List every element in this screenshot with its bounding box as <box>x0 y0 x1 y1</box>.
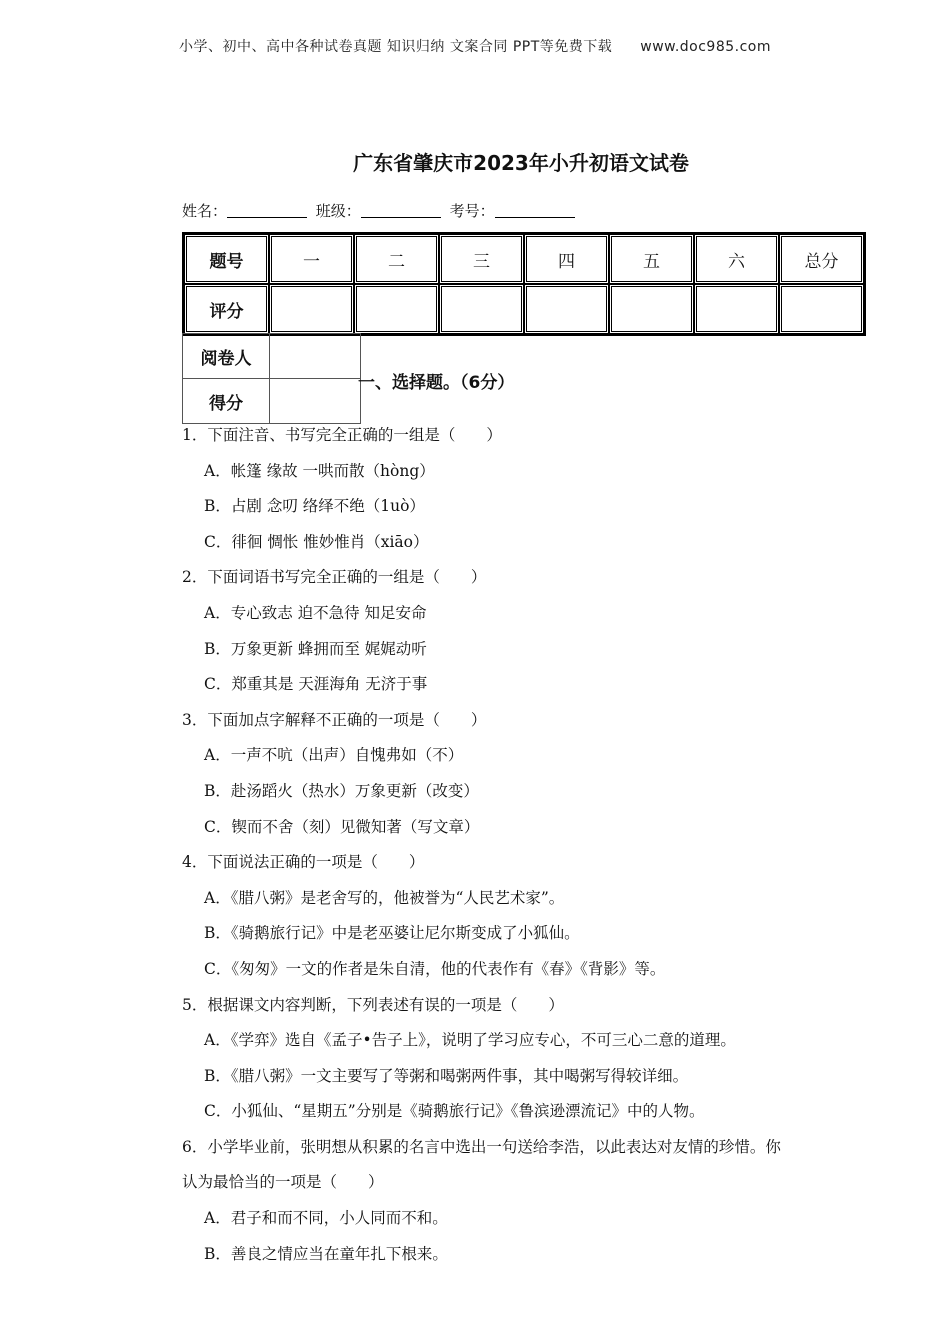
question-stem: 5．根据课文内容判断，下列表述有误的一项是（ ） <box>182 995 564 1014</box>
reader-label: 阅卷人 <box>183 334 270 379</box>
option: B．《骑鹅旅行记》中是老巫婆让尼尔斯变成了小狐仙。 <box>204 924 580 943</box>
option: C．锲而不舍（刻）见微知著（写文章） <box>204 817 480 836</box>
option: C．《匆匆》一文的作者是朱自清，他的代表作有《春》《背影》等。 <box>204 959 666 978</box>
option: B．赴汤蹈火（热水）万象更新（改变） <box>204 781 479 800</box>
option: A．专心致志 迫不急待 知足安命 <box>204 603 427 622</box>
option: B．《腊八粥》一文主要写了等粥和喝粥两件事，其中喝粥写得较详细。 <box>204 1066 689 1085</box>
exam-no-label: 考号： <box>449 202 495 220</box>
exam-title: 广东省肇庆市2023年小升初语文试卷 <box>353 151 689 175</box>
option: A．《腊八粥》是老舍写的，他被誉为“人民艺术家”。 <box>204 888 565 907</box>
score-input-2[interactable] <box>354 284 439 334</box>
option: A．帐篷 缘故 一哄而散（hòng） <box>204 461 435 480</box>
score-cell-1: 一 <box>269 234 354 284</box>
score-cell-total: 总分 <box>779 234 864 284</box>
question-stem-continued: 认为最恰当的一项是（ ） <box>182 1173 384 1192</box>
option: A．《学弈》选自《孟子•告子上》，说明了学习应专心，不可三心二意的道理。 <box>204 1031 736 1050</box>
class-blank[interactable] <box>361 203 441 218</box>
grader-score-value[interactable] <box>270 379 361 424</box>
score-input-3[interactable] <box>439 284 524 334</box>
header-site[interactable]: www.doc985.com <box>640 39 772 55</box>
score-cell-4: 四 <box>524 234 609 284</box>
option: C．郑重其是 天涯海角 无济于事 <box>204 675 428 694</box>
section-title: 一、选择题。（6分） <box>358 373 515 393</box>
score-cell-label: 题号 <box>184 234 269 284</box>
score-input-4[interactable] <box>524 284 609 334</box>
question-stem: 1．下面注音、书写完全正确的一组是（ ） <box>182 426 502 444</box>
question-stem: 6．小学毕业前，张明想从积累的名言中选出一句送给李浩，以此表达对友情的珍惜。你 <box>182 1137 781 1156</box>
question-stem: 4．下面说法正确的一项是（ ） <box>182 853 425 872</box>
score-cell-3: 三 <box>439 234 524 284</box>
name-blank[interactable] <box>227 203 307 218</box>
option: B．占剧 念叨 络绎不绝（1uò） <box>204 497 425 516</box>
score-input-total[interactable] <box>779 284 864 334</box>
score-input-1[interactable] <box>269 284 354 334</box>
score-table-score-row <box>184 284 864 334</box>
question-stem: 2．下面词语书写完全正确的一组是（ ） <box>182 568 487 587</box>
exam-no-blank[interactable] <box>495 203 575 218</box>
option: C．徘徊 惆怅 惟妙惟肖（xiāo） <box>204 532 429 551</box>
question-list <box>182 418 872 1272</box>
score-cell-6: 六 <box>694 234 779 284</box>
student-info <box>182 200 579 221</box>
option: B．善良之情应当在童年扎下根来。 <box>204 1244 448 1263</box>
score-cell-2: 二 <box>354 234 439 284</box>
score-input-5[interactable] <box>609 284 694 334</box>
score-table <box>182 232 866 336</box>
option: B．万象更新 蜂拥而至 娓娓动听 <box>204 639 427 658</box>
score-row-label: 评分 <box>184 284 269 334</box>
question-stem: 3．下面加点字解释不正确的一项是（ ） <box>182 710 487 729</box>
reader-value[interactable] <box>270 334 361 379</box>
page-header <box>0 36 950 56</box>
option: C．小狐仙、“星期五”分别是《骑鹅旅行记》《鲁滨逊漂流记》中的人物。 <box>204 1102 705 1121</box>
score-table-header-row <box>184 234 864 284</box>
class-label: 班级： <box>315 202 361 220</box>
name-label: 姓名： <box>182 202 228 220</box>
option: A．一声不吭（出声）自愧弗如（不） <box>204 746 464 765</box>
option: A．君子和而不同，小人同而不和。 <box>204 1209 448 1228</box>
score-cell-5: 五 <box>609 234 694 284</box>
grader-score-label: 得分 <box>183 379 270 424</box>
grader-table <box>182 333 361 424</box>
header-text: 小学、初中、高中各种试卷真题 知识归纳 文案合同 PPT等免费下载 <box>178 39 613 55</box>
score-input-6[interactable] <box>694 284 779 334</box>
